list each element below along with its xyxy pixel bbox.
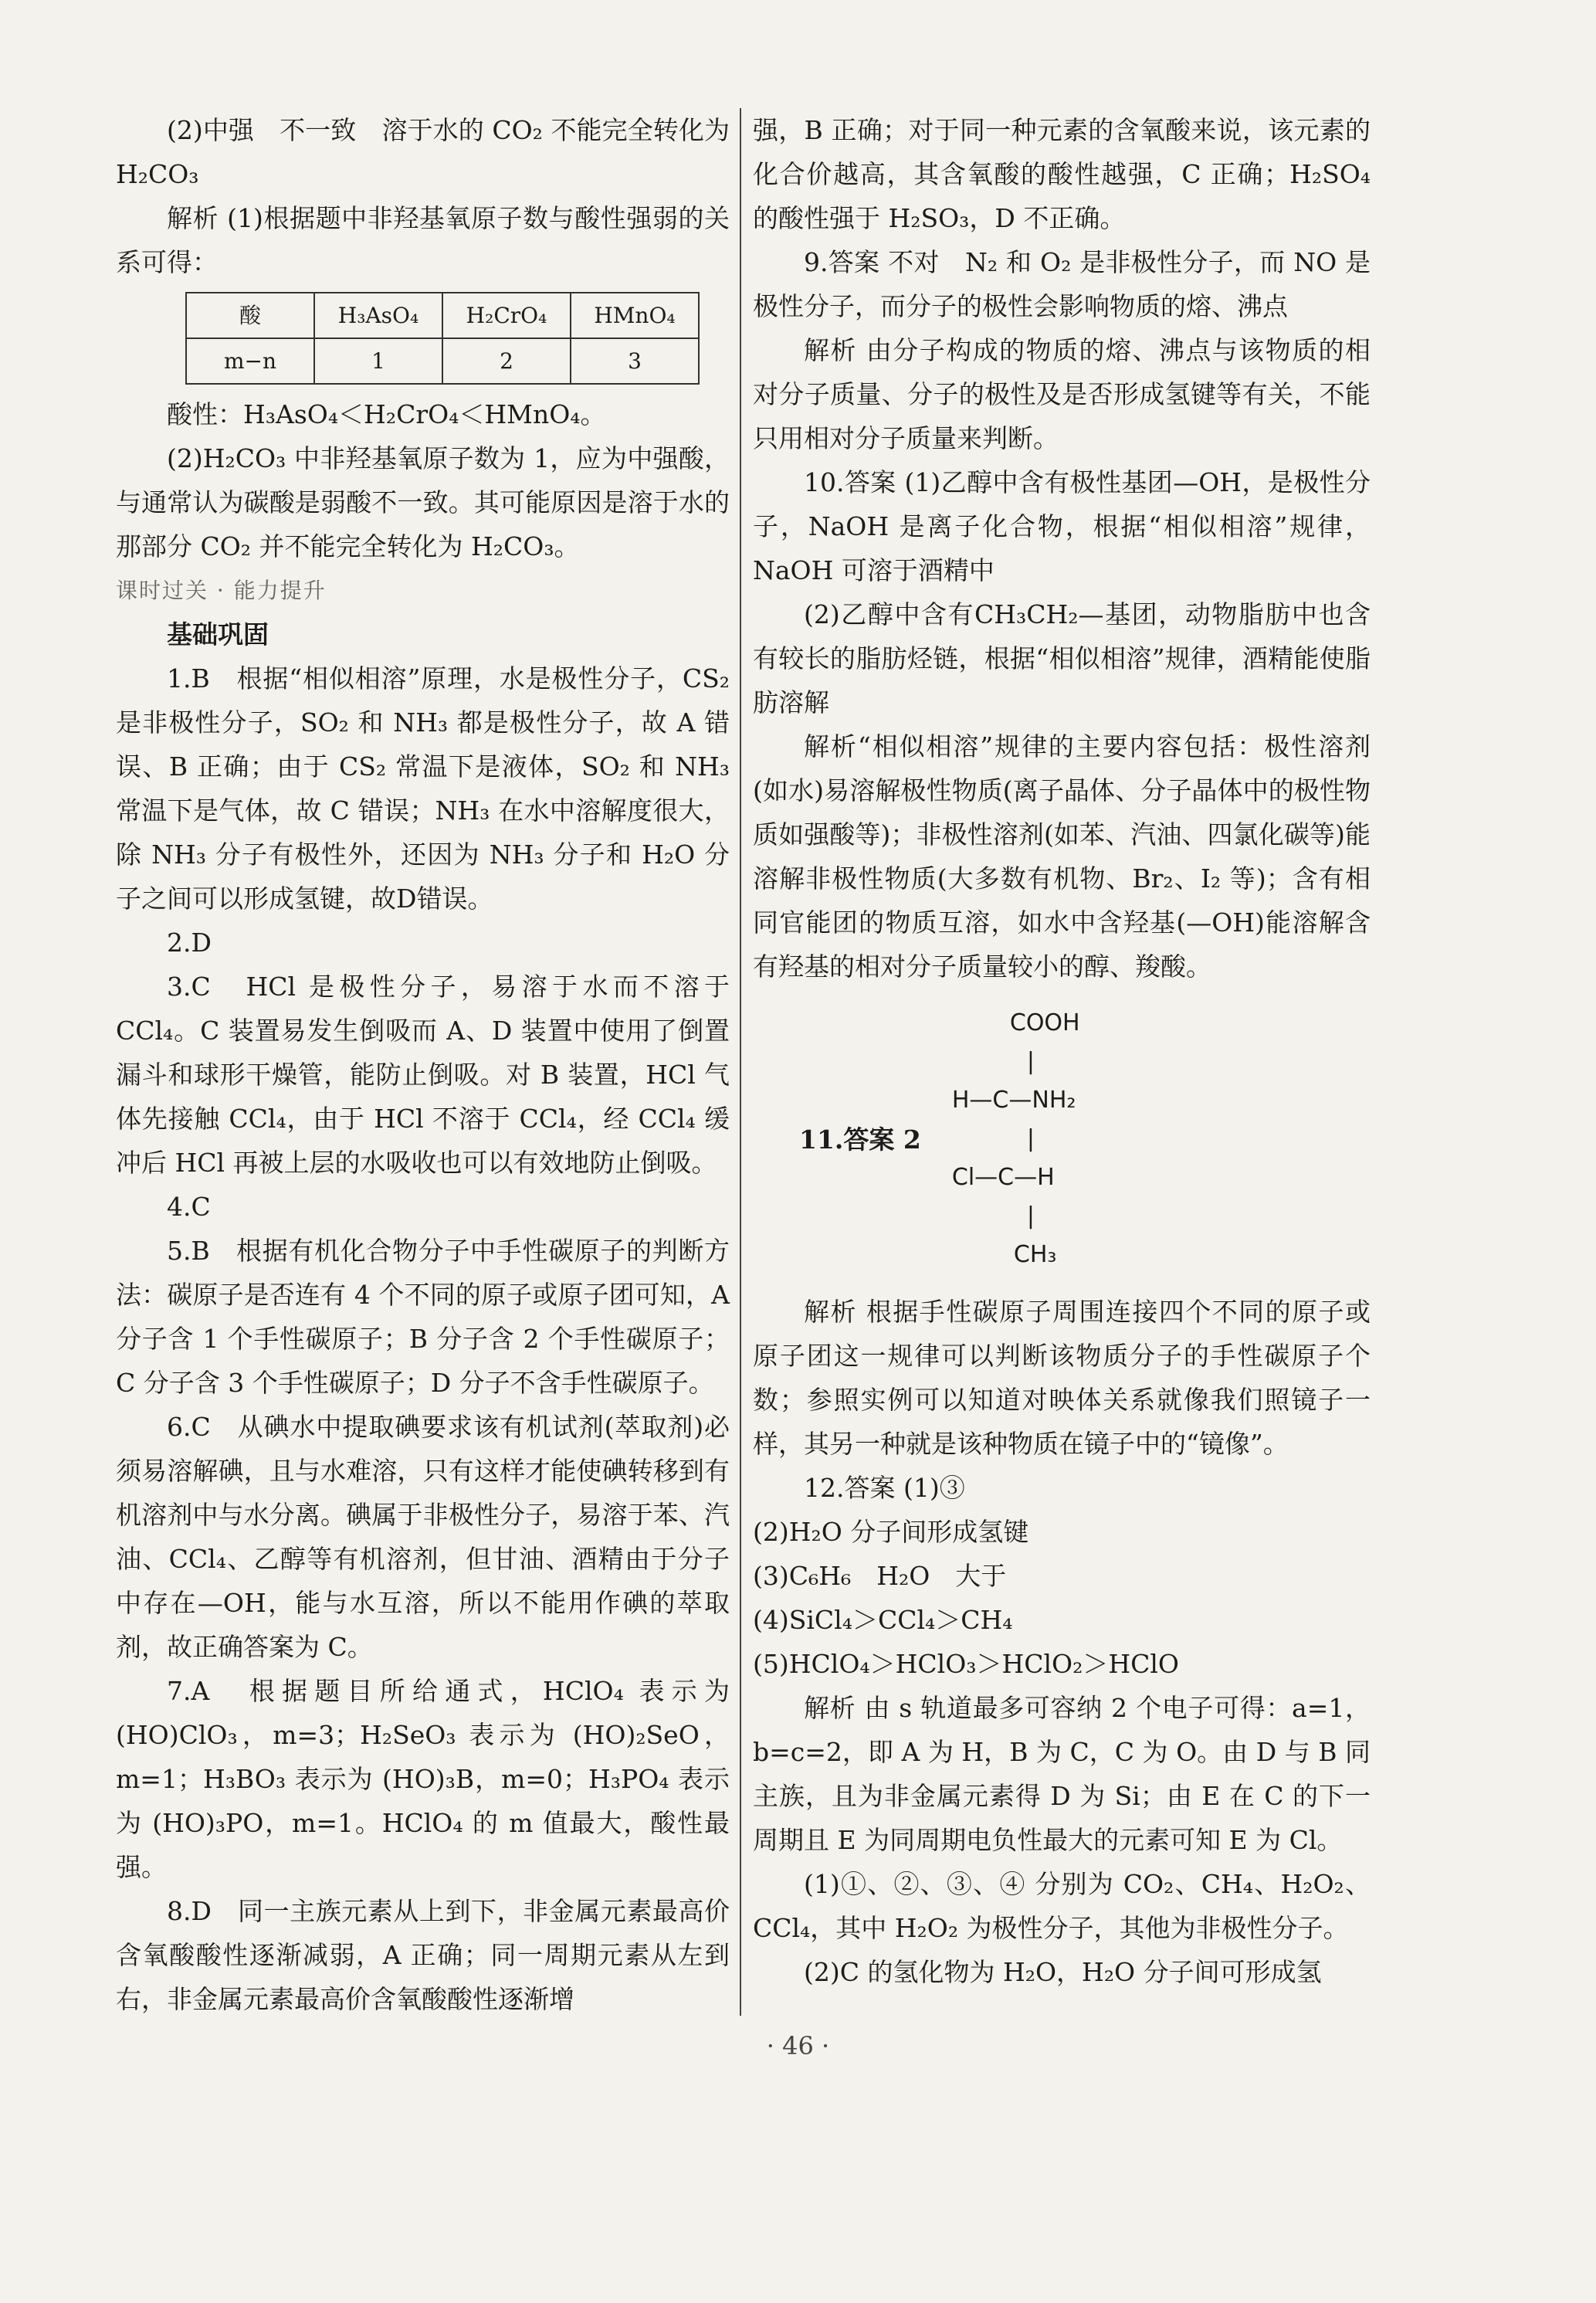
analysis-text: 解析 (1)根据题中非羟基氧原子数与酸性强弱的关系可得： (116, 203, 730, 277)
question-answer: 6.C 从碘水中提取碘要求该有机试剂(萃取剂)必须易溶解碘，且与水难溶，只有这样才能使碘转移到有机溶剂中与水分离。碘属于非极性分子，易溶于苯、汽油、CCl₄、乙醇等有机溶剂，但甘油、酒精由于分子中存在—OH，能与水互溶，所以不能用作碘的萃取剂，故正确答案为 C。 (116, 1412, 730, 1662)
question-answer: 5.B 根据有机化合物分子中手性碳原子的判断方法：碳原子是否连有 4 个不同的原子或原子团可知，A 分子含 1 个手性碳原子；B 分子含 2 个手性碳原子；C 分子含 3 个手性碳原子；D 分子不含手性碳原子。 (116, 1236, 730, 1398)
section-label: 课时过关 · 能力提升 (116, 578, 327, 603)
table-cell: HMnO₄ (571, 293, 699, 338)
analysis-text: 酸性：H₃AsO₄＜H₂CrO₄＜HMnO₄。 (167, 399, 606, 429)
formula-line: Cl—C—H (951, 1164, 1055, 1191)
question-answer: (4)SiCl₄＞CCl₄＞CH₄ (753, 1605, 1013, 1635)
column-divider (740, 108, 741, 2016)
analysis-text: (2)H₂CO₃ 中非羟基氧原子数为 1，应为中强酸，与通常认为碳酸是弱酸不一致。其可能原因是溶于水的那部分 CO₂ 并不能完全转化为 H₂CO₃。 (116, 443, 730, 561)
analysis-text: 解析“相似相溶”规律的主要内容包括：极性溶剂(如水)易溶解极性物质(离子晶体、分子晶体中的极性物质如强酸等)；非极性溶剂(如苯、汽油、四氯化碳等)能溶解非极性物质(大多数有机物、Br₂、I₂ 等)；含有相同官能团的物质互溶，如水中含羟基(—OH)能溶解含有羟基的相对分子质量较小的醇、羧酸。 (753, 731, 1371, 982)
question-answer: 9.答案 不对 N₂ 和 O₂ 是非极性分子，而 NO 是极性分子，而分子的极性会影响物质的熔、沸点 (753, 247, 1371, 321)
table-cell: 2 (442, 338, 571, 384)
analysis-text: 解析 根据手性碳原子周围连接四个不同的原子或原子团这一规律可以判断该物质分子的手性碳原子个数；参照实例可以知道对映体关系就像我们照镜子一样，其另一种就是该种物质在镜子中的“镜像”。 (753, 1297, 1371, 1459)
question-answer: (3)C₆H₆ H₂O 大于 (753, 1561, 1007, 1591)
analysis-text: 解析 由分子构成的物质的熔、沸点与该物质的相对分子质量、分子的极性及是否形成氢键等有关，不能只用相对分子质量来判断。 (753, 335, 1371, 453)
question-answer: 11.答案 2 (799, 1124, 921, 1155)
question-answer: 10.答案 (1)乙醇中含有极性基团—OH，是极性分子，NaOH 是离子化合物，根据“相似相溶”规律，NaOH 可溶于酒精中 (753, 467, 1371, 585)
page-number: · 46 · (766, 2031, 830, 2060)
analysis-text: (1)①、②、③、④ 分别为 CO₂、CH₄、H₂O₂、CCl₄，其中 H₂O₂ 为极性分子，其他为非极性分子。 (753, 1869, 1371, 1943)
question-answer: (2)H₂O 分子间形成氢键 (753, 1517, 1029, 1547)
question-answer: (5)HClO₄＞HClO₃＞HClO₂＞HClO (753, 1649, 1179, 1679)
formula-line: | (1026, 1202, 1035, 1230)
formula-line: COOH (1009, 1009, 1080, 1036)
formula-line: | (1026, 1125, 1035, 1152)
question-answer: 3.C HCl 是极性分子，易溶于水而不溶于 CCl₄。C 装置易发生倒吸而 A、D 装置中使用了倒置漏斗和球形干燥管，能防止倒吸。对 B 装置，HCl 气体先接触 CCl₄，由于 HCl 不溶于 CCl₄，经 CCl₄ 缓冲后 HCl 再被上层的水吸收也可以有效地防止倒吸。 (116, 972, 730, 1178)
question-answer: 2.D (167, 928, 212, 958)
table-row (186, 293, 699, 338)
analysis-text: 解析 由 s 轨道最多可容纳 2 个电子可得：a=1，b=c=2，即 A 为 H，B 为 C，C 为 O。由 D 与 B 同主族，且为非金属元素得 D 为 Si；由 E 在 C 的下一周期且 E 为同周期电负性最大的元素可知 E 为 Cl。 (753, 1693, 1371, 1855)
table-cell: 1 (314, 338, 442, 384)
table-cell: 3 (571, 338, 699, 384)
question-answer: 8.D 同一主族元素从上到下，非金属元素最高价含氧酸酸性逐渐减弱，A 正确；同一周期元素从左到右，非金属元素最高价含氧酸酸性逐渐增 (116, 1896, 730, 2014)
formula-line: H—C—NH₂ (951, 1087, 1076, 1114)
table-cell: m−n (186, 338, 314, 384)
question-answer: 强，B 正确；对于同一种元素的含氧酸来说，该元素的化合价越高，其含氧酸的酸性越强，C 正确；H₂SO₄ 的酸性强于 H₂SO₃，D 不正确。 (753, 115, 1371, 233)
question-answer: 1.B 根据“相似相溶”原理，水是极性分子，CS₂ 是非极性分子，SO₂ 和 NH₃ 都是极性分子，故 A 错误、B 正确；由于 CS₂ 常温下是液体，SO₂ 和 NH₃ 常温下是气体，故 C 错误；NH₃ 在水中溶解度很大，除 NH₃ 分子有极性外，还因为 NH₃ 分子和 H₂O 分子之间可以形成氢键，故D错误。 (116, 663, 730, 914)
acid-table (185, 292, 700, 385)
question-answer: 7.A 根据题目所给通式，HClO₄ 表示为 (HO)ClO₃，m=3；H₂SeO₃ 表示为 (HO)₂SeO，m=1；H₃BO₃ 表示为 (HO)₃B，m=0；H₃PO₄ 表示为 (HO)₃PO，m=1。HClO₄ 的 m 值最大，酸性最强。 (116, 1676, 730, 1882)
analysis-text: (2)C 的氢化物为 H₂O，H₂O 分子间可形成氢 (804, 1957, 1322, 1987)
left-column (116, 108, 730, 2021)
right-column (753, 108, 1371, 1994)
structural-formula (799, 1004, 1371, 1274)
table-cell: H₂CrO₄ (442, 293, 571, 338)
table-cell: 酸 (186, 293, 314, 338)
question-answer: 12.答案 (1)③ (804, 1473, 965, 1503)
formula-line: CH₃ (1013, 1241, 1057, 1268)
table-cell: H₃AsO₄ (314, 293, 442, 338)
formula-block (952, 1004, 1080, 1274)
table-row (186, 338, 699, 384)
question-answer: (2)乙醇中含有CH₃CH₂—基团，动物脂肪中也含有较长的脂肪烃链，根据“相似相溶”规律，酒精能使脂肪溶解 (753, 599, 1371, 717)
subsection-title: 基础巩固 (167, 619, 269, 650)
answer-text: (2)中强 不一致 溶于水的 CO₂ 不能完全转化为 H₂CO₃ (116, 115, 730, 189)
formula-line: | (1026, 1048, 1035, 1075)
question-answer: 4.C (167, 1192, 211, 1222)
